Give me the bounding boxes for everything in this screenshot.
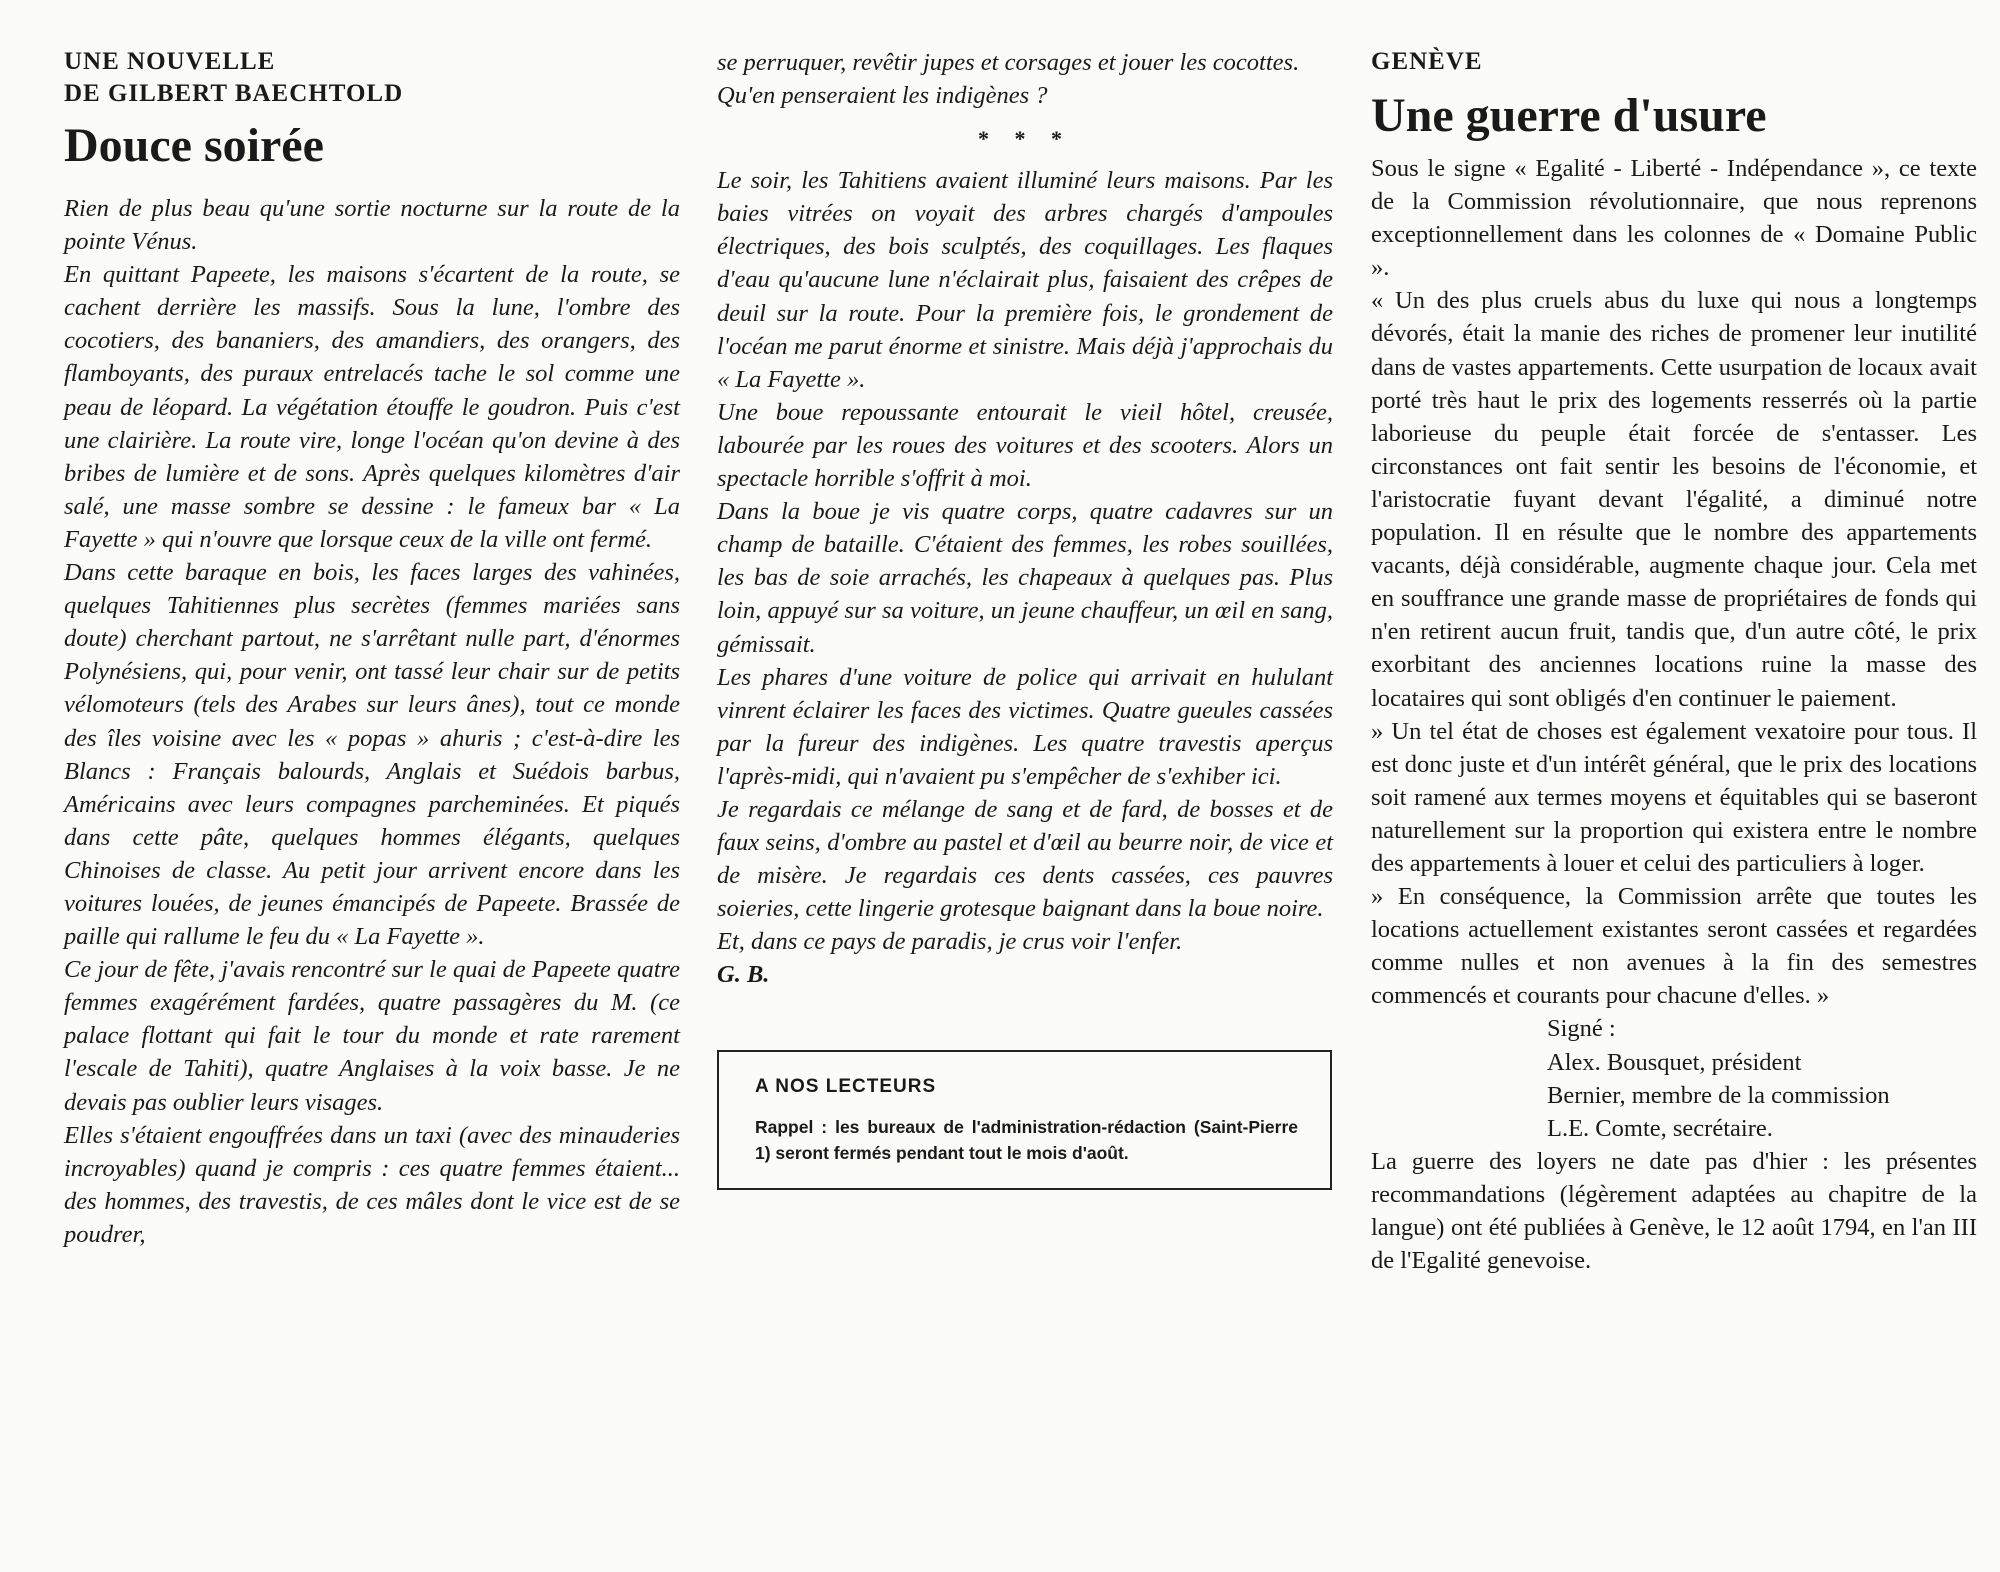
article-body — [64, 192, 680, 1251]
article-kicker-line-2: DE GILBERT BAECHTOLD — [64, 80, 404, 107]
paragraph: Et, dans ce pays de paradis, je crus voir l'enfer. — [717, 928, 1183, 956]
paragraph: En quittant Papeete, les maisons s'écartent de la route, se cachent derrière les massifs. Sous la lune, l'ombre des cocotiers, des bananiers, des amandiers, des orangers, des flamboyants, des puraux entrelacés tache le sol comme une peau de léopard. La végétation étouffe le goudron. Puis c'est une clairière. La route vire, longe l'océan qu'on devine à des bribes de lumière et de sons. Après quelques kilomètres d'air salé, une masse sombre se dessine : le fameux bar « La Fayette » qui n'ouvre que lorsque ceux de la ville ont fermé. — [64, 261, 680, 553]
author-initials: G. B. — [717, 961, 770, 989]
signature-line: L.E. Comte, secrétaire. — [1547, 1114, 1773, 1142]
article-headline: Une guerre d'usure — [1371, 89, 1767, 142]
paragraph: Elles s'étaient engouffrées dans un taxi (avec des minauderies incroyables) quand je compris : ces quatre femmes étaient... des hommes, des travestis, de ces mâles dont le vice est de se poudrer, — [64, 1121, 680, 1248]
paragraph: Rien de plus beau qu'une sortie nocturne sur la route de la pointe Vénus. — [64, 195, 680, 256]
paragraph: Une boue repoussante entourait le vieil hôtel, creusée, labourée par les roues des voitures et des scooters. Alors un spectacle horrible s'offrit à moi. — [717, 398, 1333, 493]
signature-line: Alex. Bousquet, président — [1547, 1048, 1802, 1076]
section-separator: * * * — [978, 126, 1072, 152]
paragraph: » Un tel état de choses est également vexatoire pour tous. Il est donc juste et d'un intérêt général, que le prix des locations soit ramené aux termes moyens et équitables qui se baseront naturellement sur la proportion qui existera entre le nombre des appartements à louer et celui des particuliers à loger. — [1371, 717, 1977, 877]
article-body — [1371, 152, 1977, 1277]
article-headline: Douce soirée — [64, 119, 324, 172]
left-article — [64, 46, 680, 1251]
paragraph: Le soir, les Tahitiens avaient illuminé leurs maisons. Par les baies vitrées on voyait des arbres chargés d'ampoules électriques, des bois sculptés, des coquillages. Les flaques d'eau qu'aucune lune n'éclairait plus, faisaient des crêpes de deuil sur la route. Pour la première fois, le grondement de l'océan me parut énorme et sinistre. Mais déjà j'approchais du « La Fayette ». — [717, 167, 1333, 393]
article-kicker: GENÈVE — [1371, 48, 1483, 75]
notice-title: A NOS LECTEURS — [755, 1075, 937, 1097]
closing-paragraph: La guerre des loyers ne date pas d'hier : les présentes recommandations (légèrement adaptées au chapitre de la langue) ont été publiées à Genève, le 12 août 1794, en l'an III de l'Egalité genevoise. — [1371, 1147, 1977, 1275]
signature-line: Bernier, membre de la commission — [1547, 1081, 1890, 1109]
paragraph: se perruquer, revêtir jupes et corsages et jouer les cocottes. — [717, 49, 1300, 76]
right-article — [1371, 46, 1977, 1277]
paragraph: » En conséquence, la Commission arrête que toutes les locations actuellement existantes seront cassées et regardées comme nulles et non avenues à la fin des semestres commencés et courants pour chacune d'elles. » — [1371, 883, 1977, 1010]
paragraph: Ce jour de fête, j'avais rencontré sur le quai de Papeete quatre femmes exagérément fardées, quatre passagères du M. (ce palace flottant qui fait le tour du monde et rate rarement l'escale de Tahiti), quatre Anglaises à la voix basse. Je ne devais pas oublier leurs visages. — [64, 956, 680, 1116]
paragraph: Je regardais ce mélange de sang et de fard, de bosses et de faux seins, d'ombre au pastel et d'œil au beurre noir, de vice et de misère. Je regardais ces dents cassées, ces pauvres soieries, cette lingerie grotesque baignant dans la boue noire. — [717, 795, 1333, 923]
paragraph: Les phares d'une voiture de police qui arrivait en hululant vinrent éclairer les faces des victimes. Quatre gueules cassées par la fureur des indigènes. Les quatre travestis aperçus l'après-midi, qui n'avaient pu s'empêcher de s'exhiber ici. — [717, 663, 1333, 790]
signature-line: Signé : — [1547, 1015, 1616, 1043]
paragraph: Qu'en penseraient les indigènes ? — [717, 82, 1048, 110]
notice-text: Rappel : les bureaux de l'administration-rédaction (Saint-Pierre 1) seront fermés pendant tout le mois d'août. — [755, 1116, 1298, 1163]
middle-article-continuation — [717, 46, 1333, 1190]
paragraph: Dans cette baraque en bois, les faces larges des vahinées, quelques Tahitiennes plus secrètes (femmes mariées sans doute) cherchant partout, ne s'arrêtant nulle part, d'énormes Polynésiens, qui, pour venir, ont tassé leur chair sur de petits vélomoteurs (tels des Arabes sur leurs ânes), tout ce monde des îles voisine avec les « popas » ahuris ; c'est-à-dire les Blancs : Français balourds, Anglais et Suédois barbus, Américains avec leurs compagnes parcheminées. Et piqués dans cette pâte, quelques hommes élégants, quelques Chinoises de classe. Au petit jour arrivent encore dans les voitures louées, de jeunes émancipés de Papeete. Brassée de paille qui rallume le feu du « La Fayette ». — [64, 559, 680, 951]
readers-notice-box — [717, 1050, 1332, 1190]
paragraph: Dans la boue je vis quatre corps, quatre cadavres sur un champ de bataille. C'étaient des femmes, les robes souillées, les bas de soie arrachés, les chapeaux à quelques pas. Plus loin, appuyé sur sa voiture, un jeune chauffeur, un œil en sang, gémissait. — [717, 498, 1333, 658]
article-kicker-line-1: UNE NOUVELLE — [64, 48, 276, 75]
article-body-continued — [717, 46, 1333, 992]
paragraph: Sous le signe « Egalité - Liberté - Indépendance », ce texte de la Commission révolutionnaire, que nous reprenons exceptionnellement dans les colonnes de « Domaine Public ». — [1371, 155, 1977, 282]
paragraph: « Un des plus cruels abus du luxe qui nous a longtemps dévorés, était la manie des riches de promener leur inutilité dans de vastes appartements. Cette usurpation de locaux avait porté très haut le prix des logements resserrés où la partie laborieuse du peuple était forcée de s'entasser. Les circonstances ont fait sentir les besoins de l'économie, et l'aristocratie fuyant devant l'égalité, a diminué notre population. Il en résulte que le nombre des appartements vacants, déjà considérable, augmente chaque jour. Cela met en souffrance une grande masse de propriétaires de fonds qui n'en retirent aucun fruit, tandis que, d'un autre côté, le prix exorbitant des anciennes locations ruine la masse des locataires qui sont obligés d'en continuer le paiement. — [1371, 287, 1977, 712]
